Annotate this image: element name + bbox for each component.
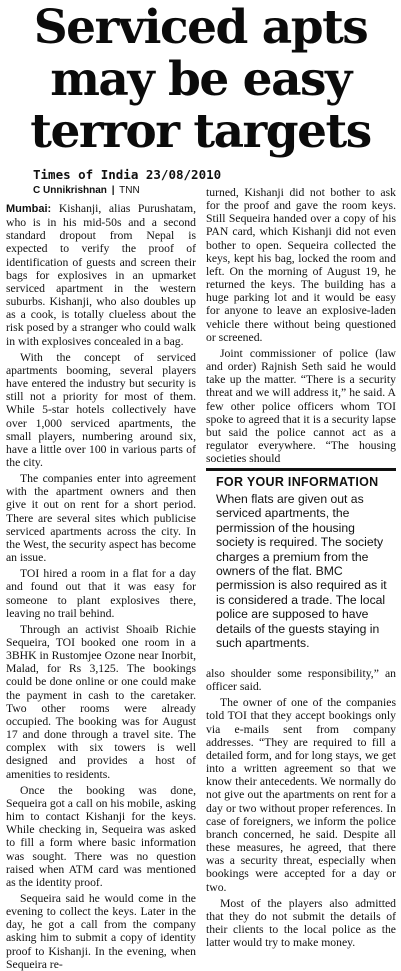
lead-paragraph bbox=[6, 202, 196, 348]
article-column-right-bottom bbox=[206, 667, 396, 950]
body-paragraph: With the concept of serviced apartments booming, several players have entered the industry but security is still not a priority for most of them. While 5-star hotels collectively have over 1,000 serviced apartments, the small players, numbering around six, have a little over 100 in various parts of the city. bbox=[6, 350, 196, 469]
article-column-right-top bbox=[206, 186, 396, 464]
continued-paragraph: also shoulder some responsibility,” an officer said. bbox=[206, 667, 396, 694]
body-paragraph: Sequeira said he would come in the evening to collect the keys. Later in the day, he got a call from the company asking him to submit a copy of identity proof to Kishanji. In the evening, when Sequeira re- bbox=[6, 891, 196, 971]
byline-agency: TNN bbox=[119, 185, 140, 196]
article-column-left bbox=[6, 202, 196, 971]
byline-name: C Unnikrishnan bbox=[33, 185, 107, 196]
body-paragraph: TOI hired a room in a flat for a day and found out that it was easy for someone to plant explosives there, leaving no trail behind. bbox=[6, 567, 196, 620]
body-paragraph: Once the booking was done, Sequeira got a call on his mobile, asking him to contact Kishanji for the keys. While checking in, Sequeira was asked to fill a form where basic information was sought. There was no question raised when ATM card was mentioned as the identity proof. bbox=[6, 783, 196, 889]
headline: Serviced apts may be easy terror targets bbox=[30, 0, 371, 159]
sidebar-text: When flats are given out as serviced apartments, the permission of the housing society is required. The society charges a premium from the owners of the flat. BMC permission is also required as it is considered a trade. The local police are supposed to have details of the guests staying in such apartments. bbox=[216, 492, 387, 651]
body-paragraph: Most of the players also admitted that they do not submit the details of their clients to the local police as the latter would try to make money. bbox=[206, 896, 396, 950]
byline-separator: | bbox=[111, 185, 115, 196]
byline bbox=[33, 184, 140, 197]
body-paragraph: Joint commissioner of police (law and order) Rajnish Seth said he would take up the matter. “There is a security threat and we will address it,” he said. A few other police officers whom TOI spoke to agreed that it is a security lapse but said the police cannot act as a regulator everywhere. “The housing societies should bbox=[206, 346, 396, 466]
lead-text: Kishanji, alias Purushatam, who is in his mid-50s and a second standard dropout from Nepal is expected to verify the proof of identification of guests and screen their bags for explosives in an upmarket serviced apartment in the western suburbs. Kishanji, who also doubles up as a cook, is totally clueless about the risk posed by a stranger who could walk in with explosives concealed in a bag. bbox=[6, 202, 196, 348]
body-paragraph: Through an activist Shoaib Richie Sequeira, TOI booked one room in a 3BHK in Rustomjee Ozone near Inorbit, Malad, for Rs 3,125. The bookings could be done online or one could make the payment in cash to the caretaker. Two other rooms were already occupied. The booking was for August 17 and done through a travel site. The complex with six towers is well designed and provides a host of amenities to residents. bbox=[6, 622, 196, 781]
dateline: Mumbai: bbox=[6, 203, 52, 215]
info-sidebar bbox=[206, 468, 396, 659]
continued-paragraph: turned, Kishanji did not bother to ask for the proof and gave the room keys. Still Sequeira handed over a copy of his PAN card, which Kishanji did not even bother to open. Sequeira collected the keys, kept his bag, locked the room and left. On the morning of August 19, he returned the keys. The building has a huge parking lot and it would be easy for anyone to leave an explosive-laden vehicle there without being questioned or screened. bbox=[206, 186, 396, 344]
body-paragraph: The owner of one of the companies told TOI that they accept bookings only via e-mails sent from company addresses. “They are required to fill a detailed form, and for long stays, we get into a written agreement so that we know their antecedents. We normally do not give out the apartments on rent for a day or two without proper references. In case of foreigners, we inform the police branch concerned, he said. Despite all these measures, he agreed, that there was a security threat, especially when bookings were accepted for a day or two. bbox=[206, 696, 396, 894]
source-line: Times of India 23/08/2010 bbox=[33, 167, 222, 182]
sidebar-title: FOR YOUR INFORMATION bbox=[216, 475, 379, 489]
body-paragraph: The companies enter into agreement with the apartment owners and then give it out on rent for a short period. There are several sites which publicise serviced apartments across the city. In the West, the security aspect has become an issue. bbox=[6, 472, 196, 565]
